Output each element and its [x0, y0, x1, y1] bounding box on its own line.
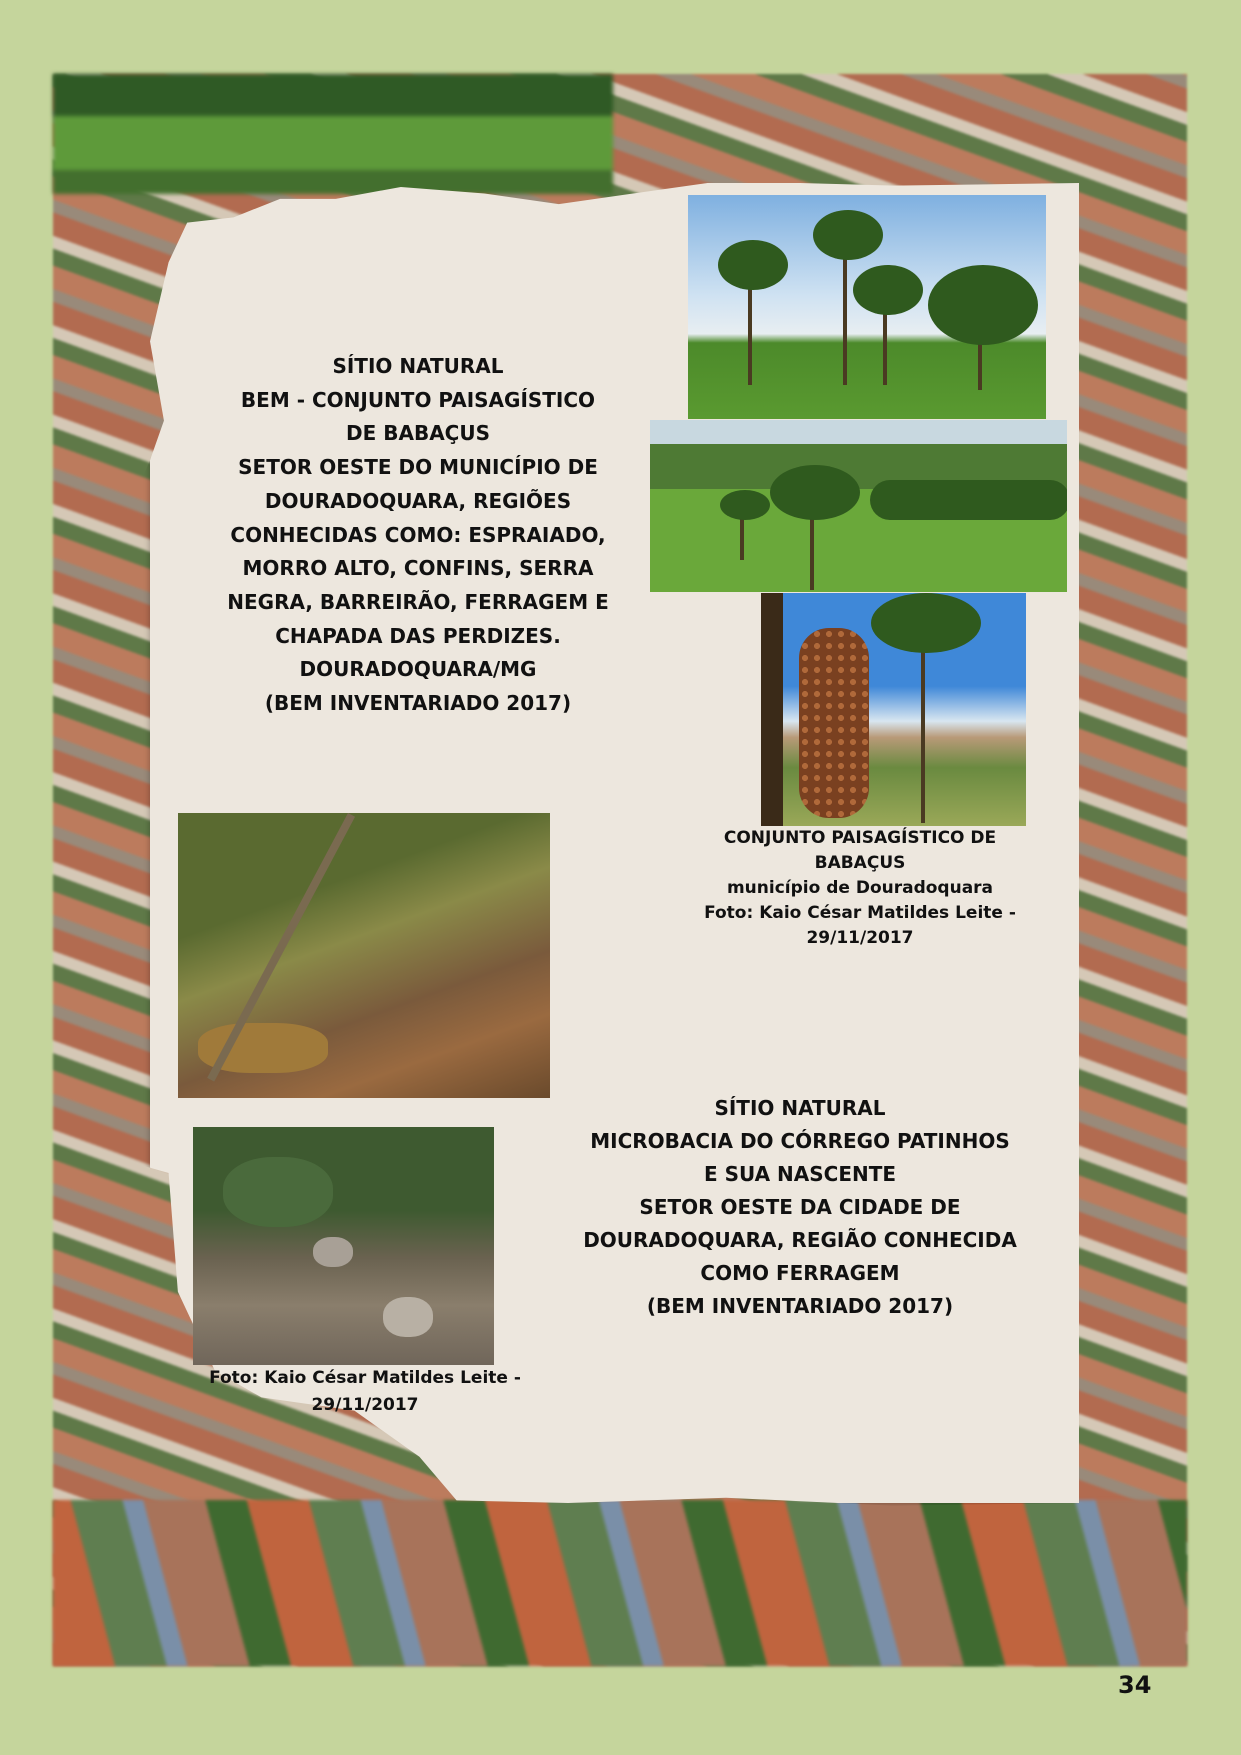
section1-line: NEGRA, BARREIRÃO, FERRAGEM E — [227, 589, 609, 614]
section1-line: SETOR OESTE DO MUNICÍPIO DE — [238, 455, 598, 480]
section1-line: MORRO ALTO, CONFINS, SERRA — [242, 556, 594, 581]
caption1-line: 29/11/2017 — [806, 928, 914, 948]
section-microbasin-title — [545, 1092, 1055, 1323]
caption1-line: município de Douradoquara — [726, 878, 994, 898]
caption2-line: Foto: Kaio César Matildes Leite - — [209, 1368, 521, 1388]
photo-babacu-pasture — [650, 420, 1067, 592]
section2-line: SÍTIO NATURAL — [714, 1096, 886, 1120]
section1-line: SÍTIO NATURAL — [332, 354, 504, 378]
background-soccer-field — [53, 74, 613, 194]
section-babacu-title — [188, 350, 648, 721]
caption1-line: Foto: Kaio César Matildes Leite - — [704, 903, 1016, 923]
section2-line: SETOR OESTE DA CIDADE DE — [639, 1195, 961, 1219]
section1-line: CONHECIDAS COMO: ESPRAIADO, — [230, 522, 606, 547]
section2-line: MICROBACIA DO CÓRREGO PATINHOS — [590, 1129, 1010, 1153]
section1-line: BEM - CONJUNTO PAISAGÍSTICO — [240, 387, 596, 412]
section2-line: COMO FERRAGEM — [700, 1261, 900, 1285]
section2-line: E SUA NASCENTE — [703, 1162, 897, 1186]
caption1-line: CONJUNTO PAISAGÍSTICO DE — [723, 828, 997, 848]
section2-line: (BEM INVENTARIADO 2017) — [646, 1294, 954, 1318]
photo-stream-rocks — [193, 1127, 494, 1365]
section1-line: DOURADOQUARA, REGIÕES — [264, 488, 572, 513]
section1-line: CHAPADA DAS PERDIZES. — [275, 623, 561, 648]
caption1-line: BABAÇUS — [814, 853, 906, 873]
photo-babacu-fruit-bunch — [761, 593, 1026, 826]
page-number: 34 — [1118, 1671, 1152, 1699]
caption-babacu-photos — [665, 826, 1055, 951]
section2-line: DOURADOQUARA, REGIÃO CONHECIDA — [583, 1228, 1017, 1252]
section1-line: (BEM INVENTARIADO 2017) — [264, 691, 572, 716]
caption2-line: 29/11/2017 — [311, 1395, 419, 1415]
section1-line: DOURADOQUARA/MG — [299, 657, 537, 682]
photo-spring-microbasin — [178, 813, 550, 1098]
background-rooftops — [53, 1500, 1187, 1666]
section1-line: DE BABAÇUS — [346, 421, 490, 446]
photo-babacu-palms-field — [688, 195, 1046, 419]
caption-stream-photos — [175, 1365, 555, 1419]
